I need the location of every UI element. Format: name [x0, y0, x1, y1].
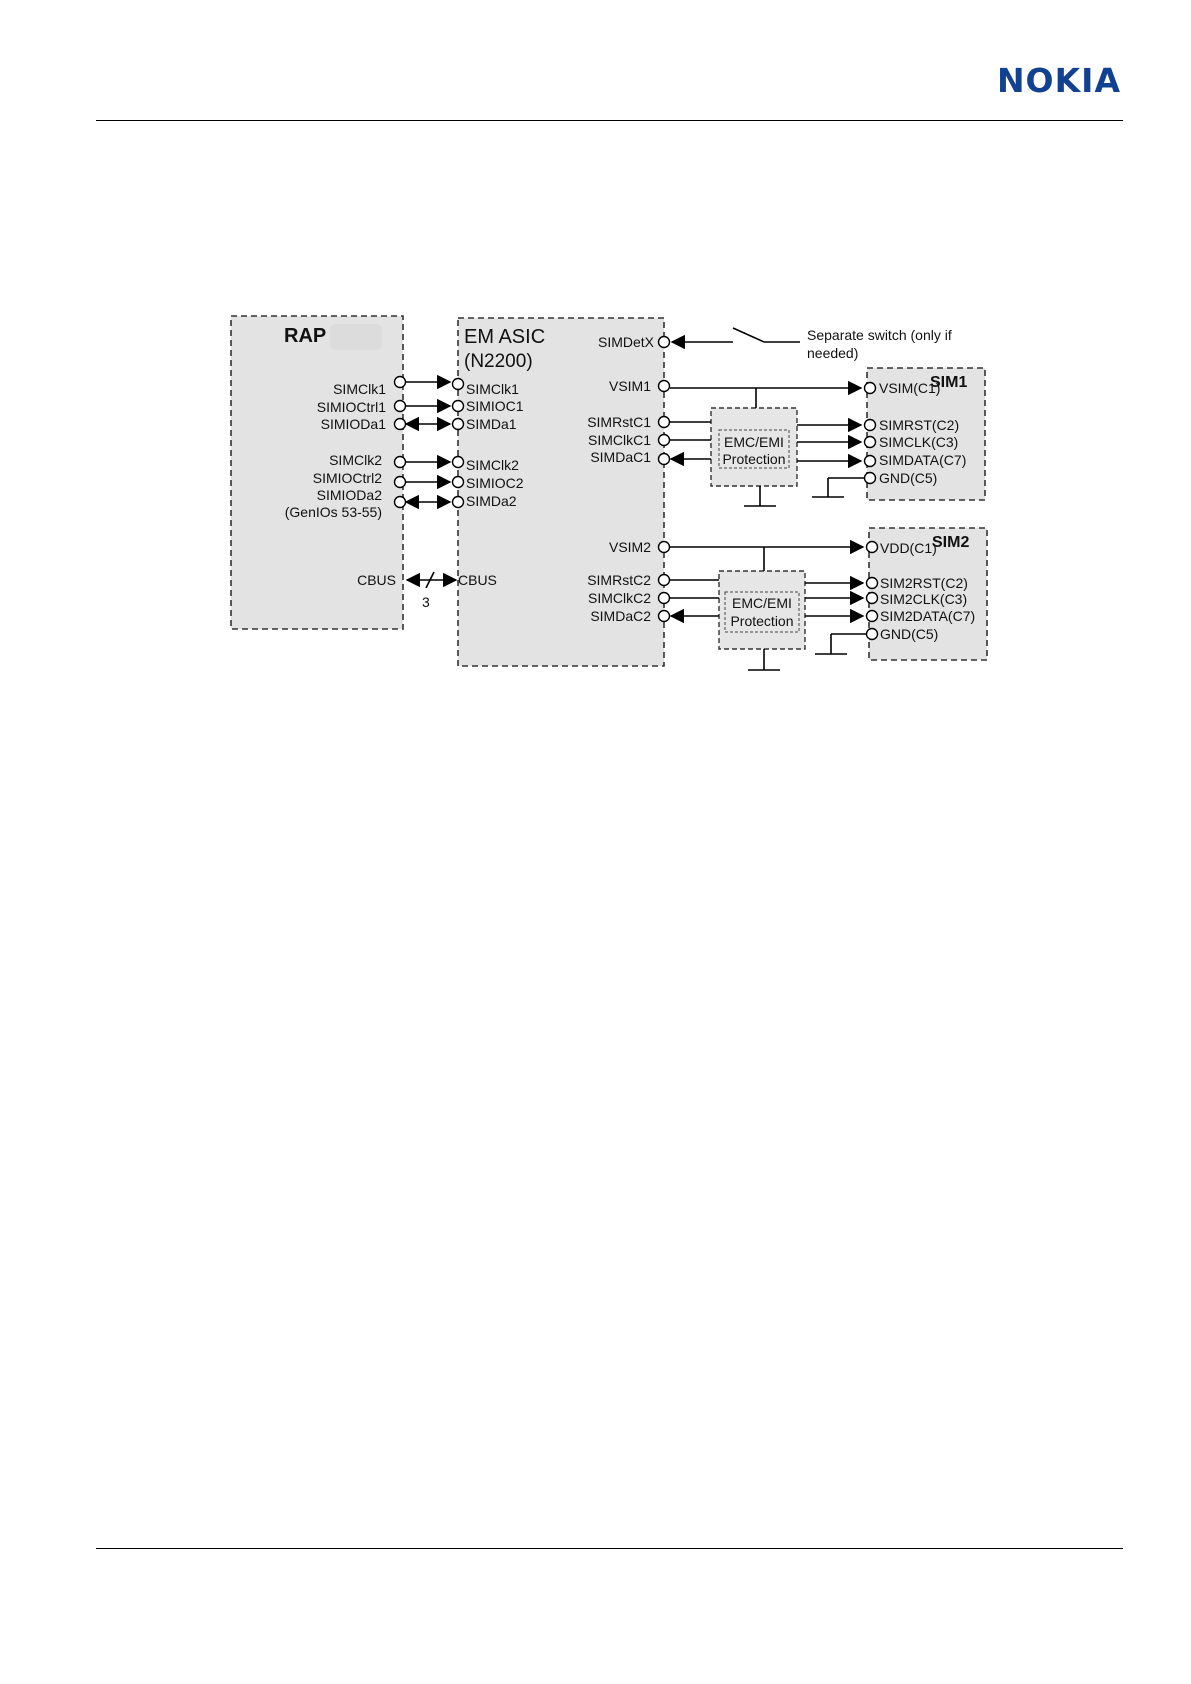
asic-subtitle: (N2200)	[464, 351, 533, 372]
switch-note-line2: needed)	[807, 345, 859, 361]
asic-label-clk2: SIMClk2	[466, 457, 519, 473]
sim1-label-vsim: VSIM(C1)	[879, 380, 941, 396]
asic-label-rst1: SIMRstC1	[587, 414, 651, 430]
sim1-pin-vsim	[865, 383, 876, 394]
sim2-pin-vdd	[867, 542, 878, 553]
asic-label-da2: SIMDa2	[466, 493, 517, 509]
sim2-label-rst: SIM2RST(C2)	[880, 575, 968, 591]
asic-pin-dac2	[659, 611, 670, 622]
asic-pin-detx	[659, 337, 670, 348]
asic-pin-ioc1	[453, 401, 464, 412]
asic-pin-da2	[453, 497, 464, 508]
asic-title: EM ASIC	[464, 326, 546, 348]
asic-label-ioc2: SIMIOC2	[466, 475, 524, 491]
sim2-label-vdd: VDD(C1)	[880, 540, 937, 556]
sim1-title: SIM1	[930, 374, 968, 391]
asic-label-rst2: SIMRstC2	[587, 572, 651, 588]
sim1-pin-clk	[865, 437, 876, 448]
asic-pin-vsim1	[659, 381, 670, 392]
switch-contact	[733, 328, 764, 342]
asic-label-vsim2: VSIM2	[608, 539, 651, 555]
prot1-line2: Protection	[722, 451, 786, 467]
rap-label-ioctrl1: SIMIOCtrl1	[316, 399, 386, 415]
sim1-pin-rst	[865, 420, 876, 431]
sim1-label-rst: SIMRST(C2)	[879, 417, 960, 433]
asic-pin-clk2	[453, 457, 464, 468]
asic-label-dac1: SIMDaC1	[590, 449, 651, 465]
asic-label-detx: SIMDetX	[597, 334, 654, 350]
sim1-pin-gnd	[865, 473, 876, 484]
asic-pin-clkc1	[659, 435, 670, 446]
sim1-label-data: SIMDATA(C7)	[879, 452, 967, 468]
rap-pin-ioctrl2	[395, 477, 406, 488]
rap-pin-ioctrl1	[395, 401, 406, 412]
sim1-label-clk: SIMCLK(C3)	[879, 434, 959, 450]
sim2-label-gnd: GND(C5)	[880, 626, 939, 642]
sim2-pin-rst	[867, 578, 878, 589]
rap-title: RAP	[284, 325, 327, 347]
asic-label-clkc1: SIMClkC1	[587, 432, 651, 448]
rap-label-ioda1: SIMIODa1	[320, 416, 386, 432]
asic-label-dac2: SIMDaC2	[590, 608, 651, 624]
asic-label-clk1: SIMClk1	[466, 381, 519, 397]
prot1-line1: EMC/EMI	[724, 434, 784, 450]
rap-label-ioctrl2: SIMIOCtrl2	[312, 470, 382, 486]
asic-pin-rst1	[659, 417, 670, 428]
asic-label-cbus: CBUS	[458, 572, 497, 588]
rap-label-genios: (GenIOs 53-55)	[284, 504, 382, 520]
rap-pin-ioda1	[395, 419, 406, 430]
rap-label-clk1: SIMClk1	[333, 381, 386, 397]
cbus-bus-width: 3	[422, 594, 430, 610]
sim1-pin-data	[865, 456, 876, 467]
sim2-pin-data	[867, 611, 878, 622]
asic-pin-dac1	[659, 454, 670, 465]
asic-label-clkc2: SIMClkC2	[587, 590, 651, 606]
sim2-label-data: SIM2DATA(C7)	[880, 608, 976, 624]
rap-title-redaction	[330, 324, 382, 350]
rap-pin-clk2	[395, 457, 406, 468]
sim2-label-clk: SIM2CLK(C3)	[880, 591, 968, 607]
asic-pin-vsim2	[659, 542, 670, 553]
rap-pin-ioda2	[395, 497, 406, 508]
sim2-pin-gnd	[867, 629, 878, 640]
asic-pin-rst2	[659, 575, 670, 586]
asic-pin-clk1	[453, 379, 464, 390]
rap-pin-clk1	[395, 377, 406, 388]
prot2-line1: EMC/EMI	[732, 595, 792, 611]
sim2-title: SIM2	[932, 534, 970, 551]
asic-label-vsim1: VSIM1	[608, 378, 651, 394]
rap-label-ioda2: SIMIODa2	[316, 487, 382, 503]
asic-label-da1: SIMDa1	[466, 416, 517, 432]
asic-pin-ioc2	[453, 477, 464, 488]
sim2-pin-clk	[867, 593, 878, 604]
sim1-label-gnd: GND(C5)	[879, 470, 938, 486]
nokia-logo: NOKIA	[996, 61, 1121, 100]
switch-note-line1: Separate switch (only if	[807, 327, 952, 343]
rap-label-clk2: SIMClk2	[329, 452, 382, 468]
asic-label-ioc1: SIMIOC1	[466, 398, 524, 414]
prot2-line2: Protection	[730, 613, 794, 629]
asic-pin-da1	[453, 419, 464, 430]
asic-pin-clkc2	[659, 593, 670, 604]
rap-label-cbus: CBUS	[357, 572, 396, 588]
